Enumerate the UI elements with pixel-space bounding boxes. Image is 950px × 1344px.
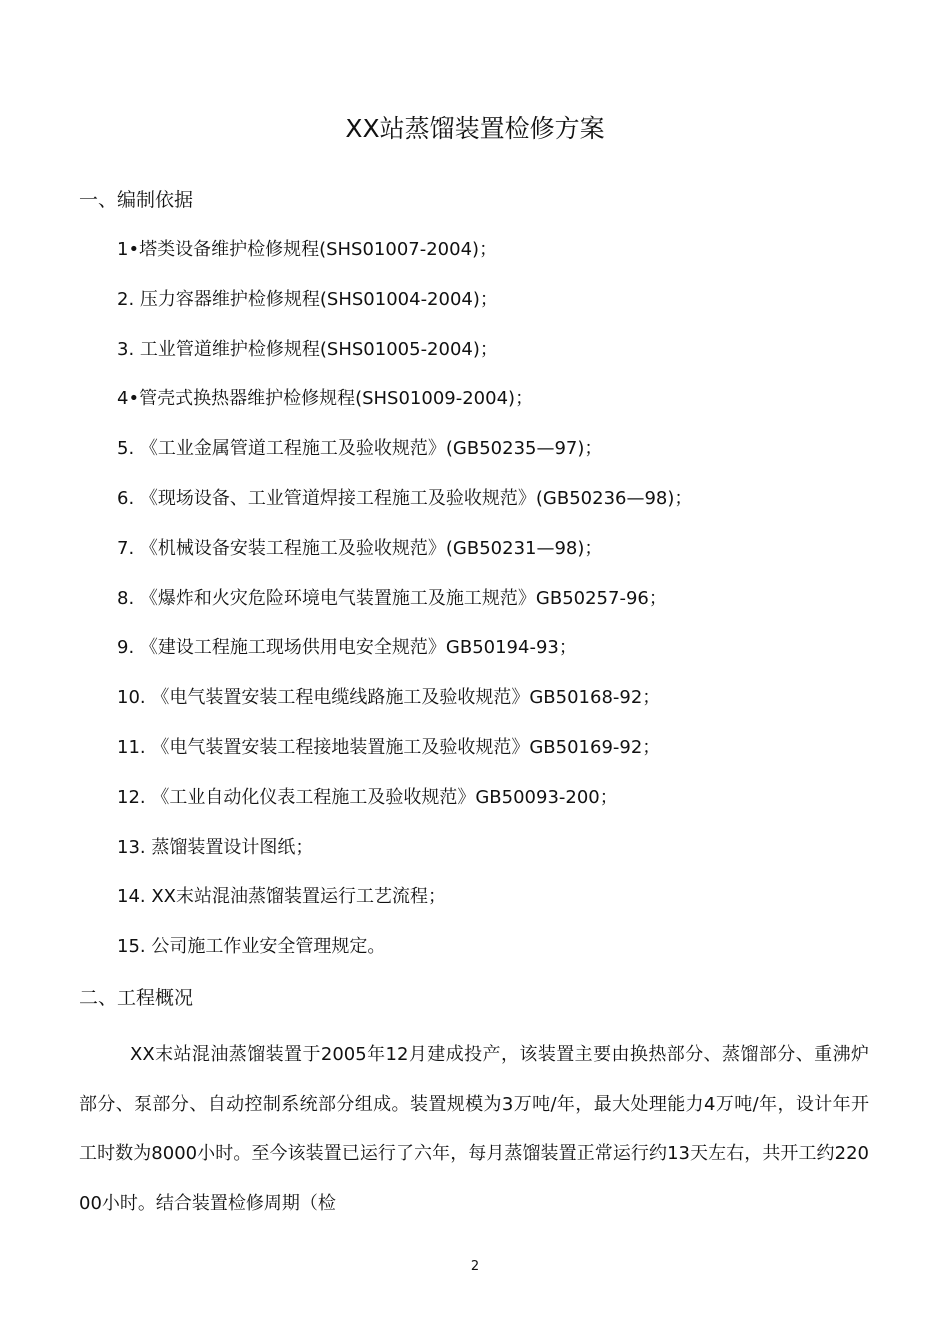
section-heading-basis: 一、编制依据: [79, 189, 194, 211]
list-item: 7. 《机械设备安装工程施工及验收规范》(GB50231—98)；: [117, 537, 603, 559]
list-item: 15. 公司施工作业安全管理规定。: [117, 936, 386, 958]
list-item: 6. 《现场设备、工业管道焊接工程施工及验收规范》(GB50236—98)；: [117, 487, 693, 509]
list-item: 11. 《电气装置安装工程接地装置施工及验收规范》GB50169-92；: [117, 736, 661, 758]
list-item: 4•管壳式换热器维护检修规程(SHS01009-2004)；: [117, 388, 534, 410]
reference-list: [117, 236, 692, 983]
list-item: 12. 《工业自动化仪表工程施工及验收规范》GB50093-200；: [117, 786, 618, 808]
page-number: 2: [470, 1259, 480, 1274]
overview-paragraph: XX末站混油蒸馏装置于2005年12月建成投产，该装置主要由换热部分、蒸馏部分、重沸炉部分、泵部分、自动控制系统部分组成。装置规模为3万吨/年，最大处理能力4万吨/年，设计年开工时数为8000小时。至今该装置已运行了六年，每月蒸馏装置正常运行约13天左右，共开工约22000小时。结合装置检修周期（检: [79, 1044, 869, 1214]
list-item: 1•塔类设备维护检修规程(SHS01007-2004)；: [117, 239, 498, 260]
list-item: 10. 《电气装置安装工程电缆线路施工及验收规范》GB50168-92；: [117, 687, 661, 709]
document-title: XX站蒸馏装置检修方案: [345, 114, 605, 143]
list-item: 14. XX末站混油蒸馏装置运行工艺流程；: [117, 886, 447, 908]
list-item: 8. 《爆炸和火灾危险环境电气装置施工及施工规范》GB50257-96；: [117, 587, 667, 609]
list-item: 13. 蒸馏装置设计图纸；: [117, 836, 314, 858]
section-heading-overview: 二、工程概况: [79, 987, 194, 1009]
list-item: 9. 《建设工程施工现场供用电安全规范》GB50194-93；: [117, 637, 577, 659]
list-item: 3. 工业管道维护检修规程(SHS01005-2004)；: [117, 338, 498, 360]
list-item: 2. 压力容器维护检修规程(SHS01004-2004)；: [117, 288, 498, 310]
list-item: 5. 《工业金属管道工程施工及验收规范》(GB50235—97)；: [117, 438, 603, 460]
